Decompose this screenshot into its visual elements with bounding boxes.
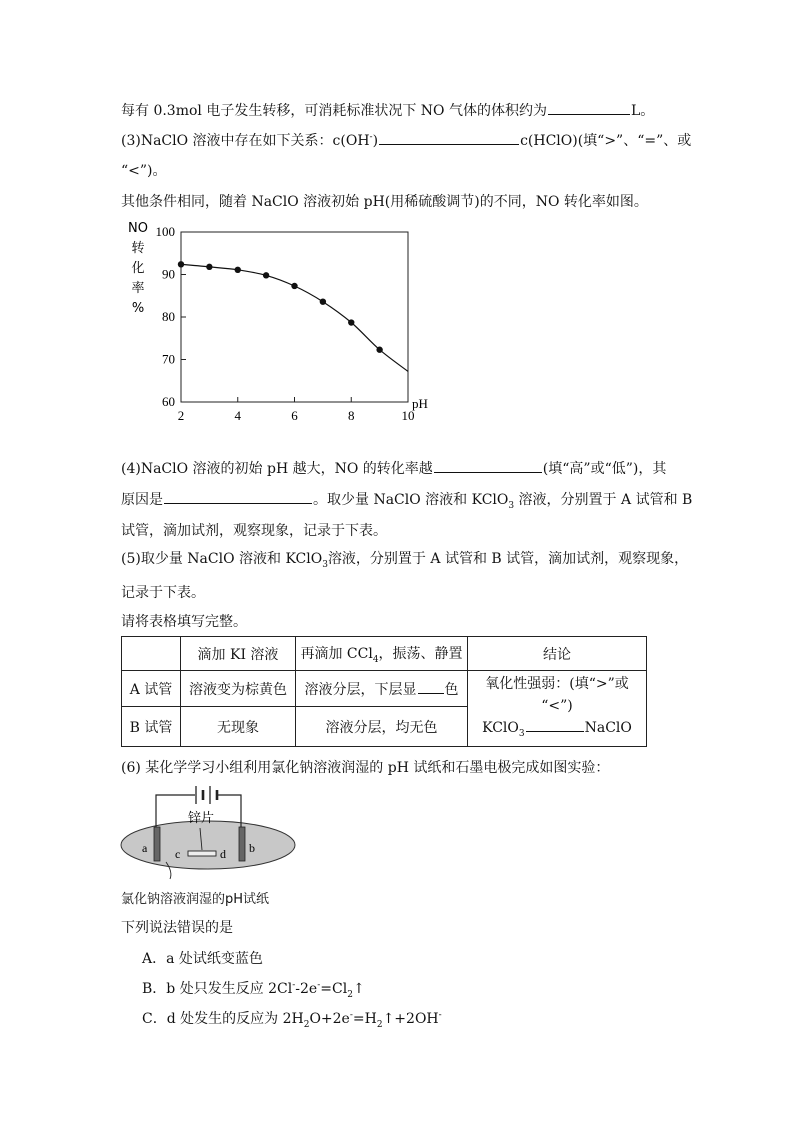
col-header-conclusion: 结论 — [468, 637, 647, 671]
row-label-a: A 试管 — [122, 671, 181, 707]
answer-blank-volume[interactable] — [548, 100, 630, 115]
electrode-a — [154, 827, 160, 861]
cell-b-ki: 无现象 — [181, 707, 296, 747]
chart-intro: 其他条件相同，随着 NaClO 溶液初始 pH(用稀硫酸调节)的不同，NO 转化率如图。 — [121, 194, 648, 210]
electrolysis-diagram — [118, 780, 298, 880]
cell-b-ccl4: 溶液分层，均无色 — [296, 707, 468, 747]
answer-blank-oxidizing[interactable] — [526, 717, 584, 732]
label-c: c — [175, 847, 181, 861]
col-header-ccl4: 再滴加 CCl$_4$，振荡、静置 — [296, 637, 468, 671]
answer-blank-high-low[interactable] — [434, 458, 542, 473]
x-axis-label: pH — [412, 396, 428, 411]
y-axis-label-part: NO — [128, 221, 148, 236]
option-c[interactable]: C．d 处发生的反应为 $2H_2O+2e^-=H_2↑+2OH^-$ — [142, 1010, 442, 1030]
data-point — [291, 283, 297, 289]
answer-blank-color[interactable] — [418, 679, 444, 694]
answer-blank-compare[interactable] — [379, 130, 519, 145]
col-header-ki: 滴加 KI 溶液 — [181, 637, 296, 671]
y-axis-label-part: 率 — [131, 281, 145, 296]
y-tick-label: 60 — [162, 394, 175, 409]
x-tick-label: 8 — [348, 408, 355, 423]
zinc-label: 锌片 — [188, 811, 215, 826]
q6-question: 下列说法错误的是 — [121, 920, 233, 936]
data-point — [235, 267, 241, 273]
y-tick-label: 80 — [162, 309, 175, 324]
q3-line2: “<”)。 — [121, 163, 167, 179]
label-d: d — [220, 847, 226, 861]
label-b: b — [249, 841, 255, 855]
zinc-strip — [188, 851, 216, 856]
cell-conclusion: 氧化性强弱：(填“>”或 “<”) KClO$_3$ NaClO — [468, 671, 647, 747]
q6-line: (6) 某化学学习小组利用氯化钠溶液润湿的 pH 试纸和石墨电极完成如图实验： — [121, 760, 610, 776]
cell-a-ki: 溶液变为棕黄色 — [181, 671, 296, 707]
conversion-curve — [181, 264, 408, 371]
y-axis-label-part: % — [131, 301, 145, 316]
x-tick-label: 4 — [234, 408, 241, 423]
row-label-b: B 试管 — [122, 707, 181, 747]
data-point — [376, 347, 382, 353]
data-point — [178, 261, 184, 267]
q3-line1: (3)NaClO 溶液中存在如下关系：c(OH-) c(HClO)(填“>”、“=”、或 — [121, 130, 691, 150]
table-corner — [122, 637, 181, 671]
y-tick-label: 70 — [162, 351, 175, 367]
option-a[interactable]: A．a 处试纸变蓝色 — [142, 951, 263, 967]
q5-line1: (5)取少量 NaClO 溶液和 KClO$_3$溶液，分别置于 A 试管和 B 试管，滴加试剂，观察现象， — [121, 551, 689, 570]
data-point — [206, 264, 212, 270]
q4-line3: 试管，滴加试剂，观察现象，记录于下表。 — [121, 523, 387, 539]
y-axis-label-part: 化 — [131, 261, 145, 276]
x-tick-label: 10 — [401, 408, 415, 423]
q2-line: 每有 0.3mol 电子发生转移，可消耗标准状况下 NO 气体的体积约为 L。 — [121, 100, 654, 120]
q4-line2: 原因是 。取少量 NaClO 溶液和 KClO$_3$ 溶液，分别置于 A 试管和 B — [121, 489, 692, 511]
label-a: a — [142, 841, 148, 855]
data-point — [320, 299, 326, 305]
electrode-b — [239, 827, 245, 861]
x-tick-label: 2 — [177, 408, 185, 423]
data-point — [348, 319, 354, 325]
plot-frame — [181, 232, 408, 402]
data-point — [263, 272, 269, 278]
y-tick-label: 100 — [155, 224, 175, 239]
q4-line1: (4)NaClO 溶液的初始 pH 越大，NO 的转化率越 (填“高”或“低”)，其 — [121, 458, 666, 478]
y-axis-label-part: 转 — [131, 241, 145, 256]
diagram-caption: 氯化钠溶液润湿的pH试纸 — [121, 892, 270, 907]
option-b[interactable]: B．b 处只发生反应 $2Cl^--2e^-=Cl_2↑$ — [142, 980, 365, 1000]
cell-a-ccl4: 溶液分层，下层显 色 — [296, 671, 468, 707]
q5-line3: 请将表格填写完整。 — [121, 614, 247, 630]
answer-blank-reason[interactable] — [164, 489, 312, 504]
y-tick-label: 90 — [162, 266, 175, 282]
no-conversion-chart — [118, 220, 448, 425]
result-table — [121, 636, 647, 747]
q5-line2: 记录于下表。 — [121, 585, 205, 601]
x-tick-label: 6 — [291, 408, 298, 423]
